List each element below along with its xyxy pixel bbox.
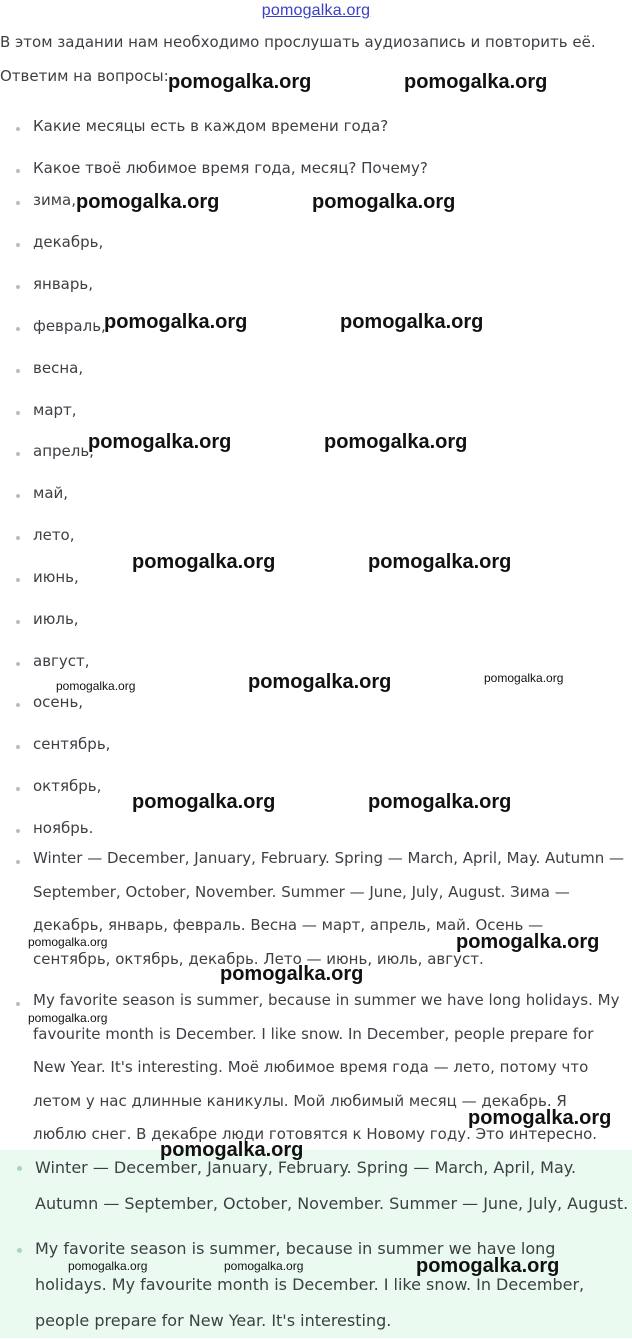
list-bullet	[16, 620, 20, 624]
list-bullet	[16, 169, 20, 173]
watermark: pomogalka.org	[132, 551, 276, 573]
watermark: pomogalka.org	[456, 931, 600, 953]
watermark: pomogalka.org	[404, 71, 548, 93]
watermark: pomogalka.org	[28, 1011, 108, 1025]
list-bullet	[16, 494, 20, 498]
list-bullet	[16, 411, 20, 415]
highlighted-answer-item: Winter — December, January, February. Spring — March, April, May. Autumn — September, October, November. Summer — June, July, August.	[35, 1158, 629, 1213]
intro-text: В этом задании нам необходимо прослушать аудиозапись и повторить её.	[0, 33, 596, 51]
watermark: pomogalka.org	[88, 431, 232, 453]
list-bullet	[16, 829, 20, 833]
list-item: декабрь,	[33, 233, 104, 251]
watermark: pomogalka.org	[76, 191, 220, 213]
watermark: pomogalka.org	[28, 935, 108, 949]
list-item: август,	[33, 652, 90, 670]
highlighted-answer-box	[0, 1150, 632, 1338]
list-item: апрель,	[33, 442, 94, 460]
watermark: pomogalka.org	[220, 963, 364, 985]
watermark: pomogalka.org	[340, 311, 484, 333]
list-bullet	[16, 201, 20, 205]
list-bullet	[16, 787, 20, 791]
answer-item: Winter — December, January, February. Spring — March, April, May. Autumn — September, October, November. Summer — June, July, August. Зима — декабрь, январь, февраль. Весна — март, апрель, май. Осень — сентябрь, октябрь, декабрь. Лето — июнь, июль, август.	[33, 849, 625, 968]
watermark: pomogalka.org	[56, 679, 136, 693]
list-bullet	[16, 243, 20, 247]
list-item: осень,	[33, 693, 84, 711]
watermark: pomogalka.org	[160, 1139, 304, 1161]
list-bullet	[16, 369, 20, 373]
watermark: pomogalka.org	[368, 551, 512, 573]
list-bullet	[16, 127, 20, 131]
watermark: pomogalka.org	[104, 311, 248, 333]
watermark: pomogalka.org	[168, 71, 312, 93]
watermark: pomogalka.org	[312, 191, 456, 213]
watermark: pomogalka.org	[484, 671, 564, 685]
list-bullet	[16, 1002, 20, 1006]
list-bullet	[17, 1248, 22, 1253]
list-bullet	[16, 285, 20, 289]
watermark: pomogalka.org	[132, 791, 276, 813]
list-item: зима,	[33, 191, 77, 209]
list-bullet	[16, 327, 20, 331]
intro-question-label: Ответим на вопросы:	[0, 67, 169, 85]
watermark: pomogalka.org	[468, 1107, 612, 1129]
list-item: июнь,	[33, 568, 79, 586]
list-item: октябрь,	[33, 777, 102, 795]
question-item: Какие месяцы есть в каждом времени года?	[33, 117, 389, 135]
list-item: сентябрь,	[33, 735, 111, 753]
watermark: pomogalka.org	[248, 671, 392, 693]
list-bullet	[16, 578, 20, 582]
list-item: март,	[33, 401, 77, 419]
watermark: pomogalka.org	[416, 1255, 560, 1277]
watermark: pomogalka.org	[368, 791, 512, 813]
list-item: лето,	[33, 526, 75, 544]
list-item: февраль,	[33, 317, 106, 335]
list-bullet	[16, 745, 20, 749]
list-item: весна,	[33, 359, 84, 377]
list-item: ноябрь.	[33, 819, 94, 837]
list-item: май,	[33, 484, 69, 502]
list-bullet	[16, 860, 20, 864]
list-bullet	[16, 703, 20, 707]
watermark: pomogalka.org	[224, 1259, 304, 1273]
question-item: Какое твоё любимое время года, месяц? Почему?	[33, 159, 428, 177]
watermark: pomogalka.org	[324, 431, 468, 453]
site-link[interactable]: pomogalka.org	[261, 2, 371, 19]
list-bullet	[16, 536, 20, 540]
highlighted-answer-item: My favorite season is summer, because in summer we have long holidays. My favourite month is December. I like snow. In December, people prepare for New Year. It's interesting.	[35, 1239, 585, 1330]
list-item: январь,	[33, 275, 93, 293]
answer-item: My favorite season is summer, because in summer we have long holidays. My favourite month is December. I like snow. In December, people prepare for New Year. It's interesting. Моё любимое время года — лето, потому что летом у нас длинные каникулы. Мой любимый месяц — декабрь. Я люблю снег. В декабре люди готовятся к Новому году. Это интересно.	[33, 991, 620, 1144]
watermark: pomogalka.org	[68, 1259, 148, 1273]
list-bullet	[16, 662, 20, 666]
list-bullet	[17, 1166, 22, 1171]
list-item: июль,	[33, 610, 79, 628]
list-bullet	[16, 452, 20, 456]
